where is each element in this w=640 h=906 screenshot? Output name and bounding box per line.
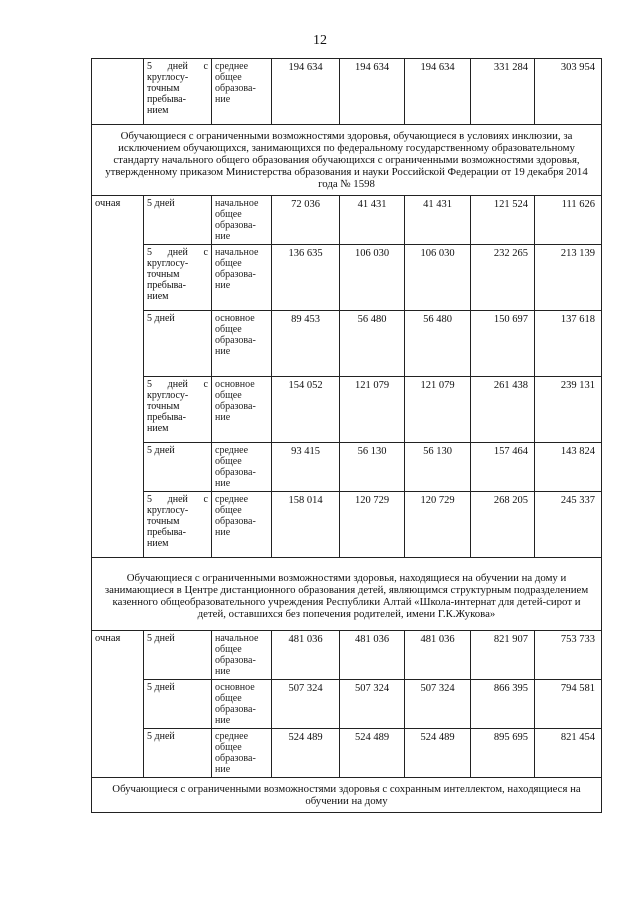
value-cell: 56 480 [340,311,405,377]
level-cell-line: ние [215,346,231,357]
value-cell: 106 030 [340,245,405,311]
level-cell-line: ние [215,94,231,105]
value-cell: 866 395 [471,680,535,729]
duration-cell [144,196,212,245]
form-cell [92,59,144,125]
value-cell: 93 415 [272,443,340,492]
level-cell-line: общее [215,209,242,220]
level-cell-line: образова- [215,83,256,94]
level-cell-line: начальное [215,247,259,258]
level-cell-line: ние [215,231,231,242]
level-cell-line: общее [215,258,242,269]
section-heading: Обучающиеся с ограниченными возможностями здоровья, находящиеся на обучении на дому и занимающиеся в Центре дистанционного образования детей, являющимся структурным подразделением казенного общеобразовательного учреждения Республики Алтай «Школа-интернат для детей-сирот и детей, оставшихся без попечения родителей, имени Г.К.Жукова» [92,558,602,631]
value-cell: 143 824 [535,443,602,492]
level-cell-line: среднее [215,445,249,456]
value-cell: 150 697 [471,311,535,377]
value-cell: 121 079 [405,377,471,443]
level-cell-line: образова- [215,269,256,280]
value-cell: 303 954 [535,59,602,125]
level-cell-line: образова- [215,655,256,666]
level-cell-line: образова- [215,220,256,231]
level-cell-line: ние [215,527,231,538]
duration-cell [144,443,212,492]
duration-cell-line: круглосу- [147,72,189,83]
duration-cell [144,729,212,778]
duration-cell-line: 5 дней [147,633,175,644]
duration-cell-line: точным [147,83,180,94]
value-cell: 821 454 [535,729,602,778]
value-cell: 481 036 [272,631,340,680]
value-cell: 137 618 [535,311,602,377]
table-row [92,492,602,558]
section-heading: Обучающиеся с ограниченными возможностями здоровья, обучающиеся в условиях инклюзии, за исключением обучающихся, занимающихся по федеральному государственному образовательному стандарту начального общего образования обучающихся с ограниченными возможностями здоровья, утвержденному приказом Министерства образования и науки Российской Федерации от 19 декабря 2014 года № 1598 [92,125,602,196]
level-cell-line: общее [215,693,242,704]
value-cell: 56 130 [405,443,471,492]
duration-cell [144,492,212,558]
level-cell-line: ние [215,764,231,775]
level-cell-line: среднее [215,494,249,505]
level-cell-line: среднее [215,61,249,72]
value-cell: 56 130 [340,443,405,492]
value-cell: 331 284 [471,59,535,125]
value-cell: 794 581 [535,680,602,729]
duration-cell-line: круглосу- [147,390,189,401]
level-cell-line: общее [215,72,242,83]
table-row [92,196,602,245]
value-cell: 194 634 [405,59,471,125]
level-cell-line: ние [215,715,231,726]
level-cell-line: общее [215,742,242,753]
duration-cell-line: 5 дней [147,313,175,324]
level-cell-line: среднее [215,731,249,742]
value-cell: 120 729 [340,492,405,558]
level-cell [212,680,272,729]
section-heading-row [92,125,602,196]
level-cell [212,729,272,778]
table-row [92,443,602,492]
value-cell: 136 635 [272,245,340,311]
value-cell: 524 489 [405,729,471,778]
duration-cell-line: 5 дней [147,198,175,209]
value-cell: 261 438 [471,377,535,443]
duration-cell [144,245,212,311]
duration-cell-line: 5 дней с [147,494,208,505]
duration-cell [144,631,212,680]
duration-cell [144,680,212,729]
level-cell-line: общее [215,644,242,655]
level-cell [212,492,272,558]
level-cell-line: основное [215,379,255,390]
table-row [92,377,602,443]
level-cell-line: начальное [215,198,259,209]
value-cell: 121 079 [340,377,405,443]
section-heading-row [92,558,602,631]
duration-cell-line: точным [147,401,180,412]
value-cell: 239 131 [535,377,602,443]
value-cell: 111 626 [535,196,602,245]
value-cell: 507 324 [340,680,405,729]
duration-cell-line: круглосу- [147,258,189,269]
level-cell-line: образова- [215,753,256,764]
level-cell-line: ние [215,666,231,677]
value-cell: 245 337 [535,492,602,558]
value-cell: 213 139 [535,245,602,311]
value-cell: 106 030 [405,245,471,311]
duration-cell-line: 5 дней [147,731,175,742]
value-cell: 753 733 [535,631,602,680]
value-cell: 41 431 [405,196,471,245]
duration-cell-line: пребыва- [147,94,186,105]
section-heading-row [92,778,602,813]
duration-cell-line: нием [147,538,169,549]
value-cell: 481 036 [340,631,405,680]
level-cell-line: ние [215,478,231,489]
table-row [92,311,602,377]
level-cell [212,311,272,377]
duration-cell [144,311,212,377]
value-cell: 157 464 [471,443,535,492]
duration-cell-line: нием [147,423,169,434]
value-cell: 41 431 [340,196,405,245]
value-cell: 56 480 [405,311,471,377]
level-cell-line: общее [215,390,242,401]
level-cell [212,245,272,311]
level-cell [212,377,272,443]
table-row [92,59,602,125]
table-row [92,680,602,729]
value-cell: 507 324 [405,680,471,729]
level-cell-line: общее [215,505,242,516]
duration-cell-line: 5 дней с [147,61,208,72]
table-body [92,59,602,813]
duration-cell-line: точным [147,516,180,527]
level-cell [212,196,272,245]
cost-table [91,58,602,813]
duration-cell-line: нием [147,291,169,302]
level-cell-line: начальное [215,633,259,644]
value-cell: 154 052 [272,377,340,443]
value-cell: 895 695 [471,729,535,778]
duration-cell [144,377,212,443]
level-cell [212,443,272,492]
level-cell-line: образова- [215,704,256,715]
duration-cell-line: круглосу- [147,505,189,516]
value-cell: 120 729 [405,492,471,558]
value-cell: 481 036 [405,631,471,680]
value-cell: 232 265 [471,245,535,311]
level-cell [212,631,272,680]
duration-cell-line: 5 дней с [147,379,208,390]
value-cell: 821 907 [471,631,535,680]
value-cell: 194 634 [340,59,405,125]
level-cell-line: ние [215,412,231,423]
form-cell: очная [92,196,144,558]
level-cell-line: образова- [215,401,256,412]
value-cell: 121 524 [471,196,535,245]
level-cell [212,59,272,125]
table-row [92,729,602,778]
value-cell: 507 324 [272,680,340,729]
level-cell-line: общее [215,456,242,467]
level-cell-line: общее [215,324,242,335]
value-cell: 89 453 [272,311,340,377]
level-cell-line: образова- [215,335,256,346]
table-row [92,631,602,680]
value-cell: 524 489 [272,729,340,778]
duration-cell-line: пребыва- [147,527,186,538]
table-row [92,245,602,311]
value-cell: 72 036 [272,196,340,245]
duration-cell-line: нием [147,105,169,116]
level-cell-line: образова- [215,467,256,478]
duration-cell [144,59,212,125]
duration-cell-line: пребыва- [147,280,186,291]
value-cell: 158 014 [272,492,340,558]
level-cell-line: образова- [215,516,256,527]
level-cell-line: основное [215,313,255,324]
value-cell: 524 489 [340,729,405,778]
duration-cell-line: 5 дней [147,445,175,456]
level-cell-line: ние [215,280,231,291]
duration-cell-line: 5 дней с [147,247,208,258]
section-heading: Обучающиеся с ограниченными возможностями здоровья с сохранным интеллектом, находящиеся на обучении на дому [92,778,602,813]
duration-cell-line: точным [147,269,180,280]
duration-cell-line: пребыва- [147,412,186,423]
value-cell: 268 205 [471,492,535,558]
duration-cell-line: 5 дней [147,682,175,693]
page-number: 12 [313,33,327,48]
form-cell: очная [92,631,144,778]
level-cell-line: основное [215,682,255,693]
value-cell: 194 634 [272,59,340,125]
